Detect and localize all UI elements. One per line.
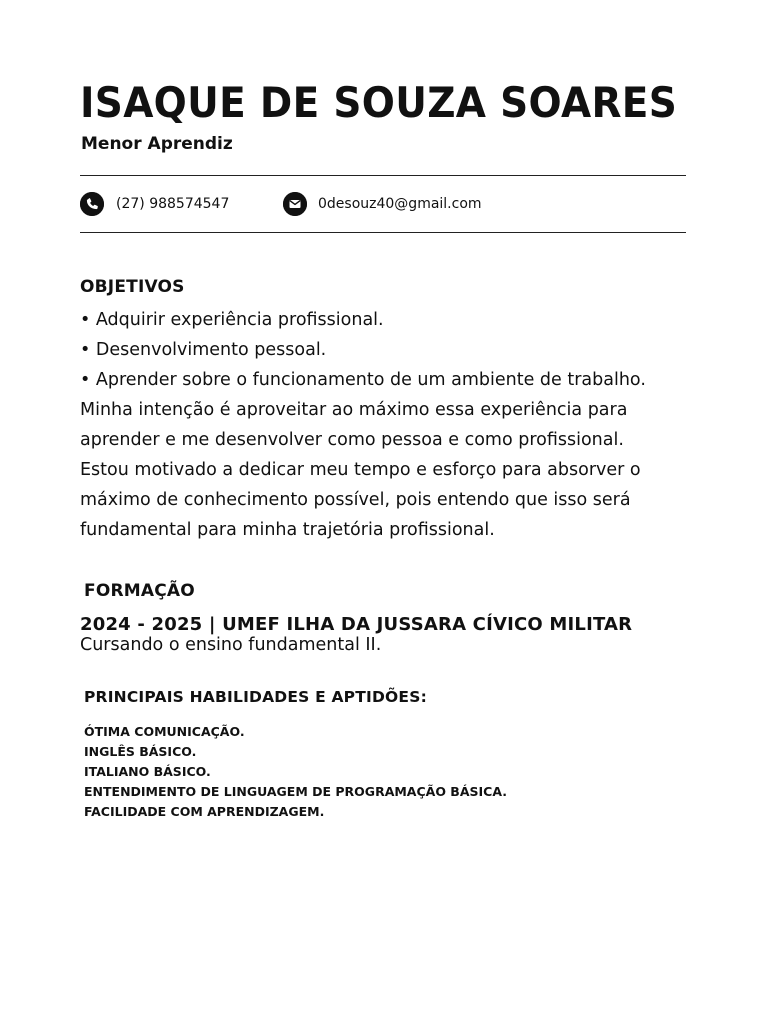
objetivos-line: fundamental para minha trajetória profissional. bbox=[80, 520, 495, 540]
formacao-school: 2024 - 2025 | UMEF ILHA DA JUSSARA CÍVICO MILITAR bbox=[80, 614, 633, 635]
objetivos-line: Estou motivado a dedicar meu tempo e esforço para absorver o bbox=[80, 460, 641, 480]
habilidades-heading: PRINCIPAIS HABILIDADES E APTIDÕES: bbox=[84, 688, 427, 706]
objetivos-body bbox=[80, 305, 740, 545]
phone-number: (27) 988574547 bbox=[116, 196, 230, 212]
list-item: ENTENDIMENTO DE LINGUAGEM DE PROGRAMAÇÃO BÁSICA. bbox=[84, 784, 507, 799]
formacao-status: Cursando o ensino fundamental II. bbox=[80, 635, 382, 655]
phone-icon bbox=[80, 192, 104, 216]
divider-bottom bbox=[80, 232, 686, 233]
contact-email bbox=[283, 192, 482, 216]
list-item: ITALIANO BÁSICO. bbox=[84, 764, 211, 779]
candidate-name: ISAQUE DE SOUZA SOARES bbox=[80, 79, 678, 128]
contact-phone bbox=[80, 192, 229, 216]
objetivos-line: • Adquirir experiência profissional. bbox=[80, 310, 384, 330]
habilidades-list bbox=[84, 722, 507, 822]
candidate-role: Menor Aprendiz bbox=[81, 134, 233, 154]
objetivos-line: • Aprender sobre o funcionamento de um ambiente de trabalho. bbox=[80, 370, 646, 390]
divider-top bbox=[80, 175, 686, 176]
mail-icon bbox=[283, 192, 307, 216]
objetivos-line: aprender e me desenvolver como pessoa e como profissional. bbox=[80, 430, 624, 450]
objetivos-line: Minha intenção é aproveitar ao máximo essa experiência para bbox=[80, 400, 628, 420]
objetivos-line: máximo de conhecimento possível, pois entendo que isso será bbox=[80, 490, 631, 510]
objetivos-line: • Desenvolvimento pessoal. bbox=[80, 340, 327, 360]
list-item: INGLÊS BÁSICO. bbox=[84, 744, 197, 759]
email-address: 0desouz40@gmail.com bbox=[318, 196, 482, 212]
list-item: FACILIDADE COM APRENDIZAGEM. bbox=[84, 804, 325, 819]
objetivos-heading: OBJETIVOS bbox=[80, 277, 185, 297]
formacao-heading: FORMAÇÃO bbox=[84, 581, 195, 601]
list-item: ÓTIMA COMUNICAÇÃO. bbox=[84, 724, 245, 739]
